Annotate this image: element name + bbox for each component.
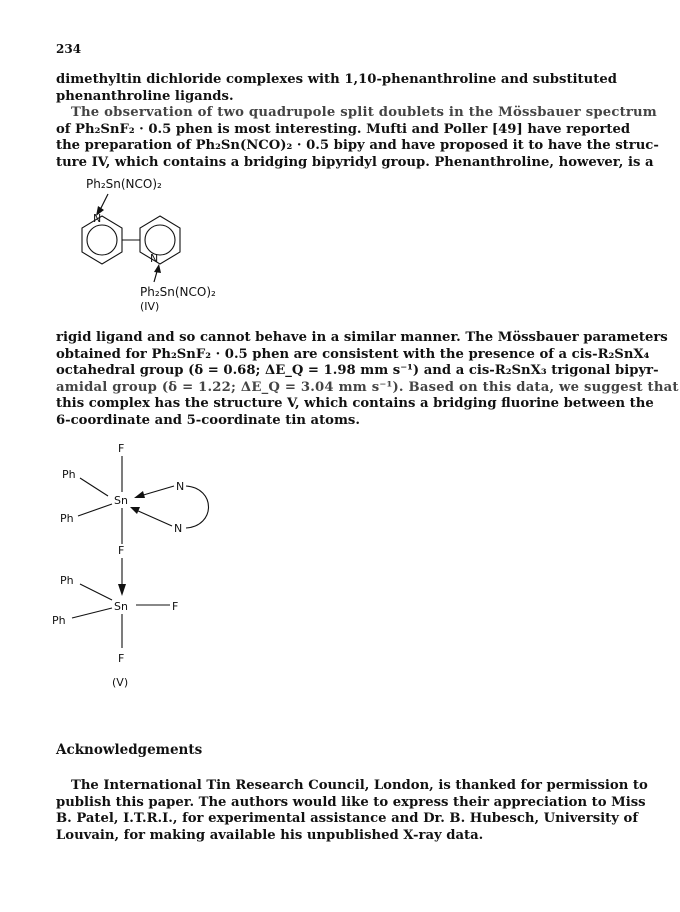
atom-f-bridge: F bbox=[118, 544, 125, 557]
atom-sn-lower: Sn bbox=[114, 600, 128, 613]
structure-v-label: (V) bbox=[112, 676, 129, 689]
structure-iv-bottom-group: Ph₂Sn(NCO)₂ bbox=[140, 285, 216, 299]
text-line: this complex has the structure V, which contains a bridging fluorine between the bbox=[56, 396, 654, 412]
atom-n-right: N bbox=[150, 252, 159, 265]
pyridine-ring-left bbox=[82, 216, 122, 264]
text-line: The International Tin Research Council, London, is thanked for permission to bbox=[71, 778, 648, 793]
paragraph-intro bbox=[56, 72, 638, 105]
atom-n-lower: N bbox=[174, 522, 183, 535]
text-line: amidal group (δ = 1.22; ΔE_Q = 3.04 mm s⁻¹). Based on this data, we suggest that bbox=[56, 379, 679, 395]
text-line: The observation of two quadrupole split doublets in the Mössbauer spectrum bbox=[71, 105, 657, 120]
structure-v bbox=[50, 440, 250, 690]
text-line: the preparation of Ph₂Sn(NCO)₂ · 0.5 bipy and have proposed it to have the struc- bbox=[56, 138, 659, 154]
atom-n-left: N bbox=[93, 212, 102, 225]
text-line: rigid ligand and so cannot behave in a similar manner. The Mössbauer parameters bbox=[56, 330, 668, 345]
atom-ph-lower-2: Ph bbox=[52, 614, 66, 627]
acknowledgements-text bbox=[56, 778, 648, 844]
text-line: dimethyltin dichloride complexes with 1,10-phenanthroline and substituted bbox=[56, 72, 617, 87]
text-line: of Ph₂SnF₂ · 0.5 phen is most interesting. Mufti and Poller [49] have reported bbox=[56, 121, 631, 137]
atom-ph-upper-2: Ph bbox=[60, 512, 74, 525]
page-number: 234 bbox=[56, 42, 82, 56]
text-line: Louvain, for making available his unpublished X-ray data. bbox=[56, 827, 484, 843]
text-line: obtained for Ph₂SnF₂ · 0.5 phen are consistent with the presence of a cis-R₂SnX₄ bbox=[56, 346, 650, 362]
atom-f-right: F bbox=[172, 600, 179, 613]
pyridine-ring-right bbox=[140, 216, 180, 264]
atom-n-upper: N bbox=[176, 480, 185, 493]
atom-ph-upper-1: Ph bbox=[62, 468, 76, 481]
text-line: publish this paper. The authors would like to express their appreciation to Miss bbox=[56, 794, 646, 810]
structure-iv bbox=[40, 172, 240, 312]
atom-f-bottom: F bbox=[118, 652, 125, 665]
structure-iv-label: (IV) bbox=[140, 300, 160, 313]
text-line: ture IV, which contains a bridging bipyridyl group. Phenanthroline, however, is a bbox=[56, 154, 654, 170]
structure-iv-top-group: Ph₂Sn(NCO)₂ bbox=[86, 177, 162, 191]
paragraph-mossbauer bbox=[56, 105, 659, 171]
acknowledgements-heading: Acknowledgements bbox=[56, 742, 203, 758]
text-line: phenanthroline ligands. bbox=[56, 88, 234, 104]
text-line: 6-coordinate and 5-coordinate tin atoms. bbox=[56, 412, 360, 428]
atom-sn-upper: Sn bbox=[114, 494, 128, 507]
paragraph-structure-v bbox=[56, 330, 679, 430]
atom-ph-lower-1: Ph bbox=[60, 574, 74, 587]
atom-f-top: F bbox=[118, 442, 125, 455]
text-line: octahedral group (δ = 0.68; ΔE_Q = 1.98 mm s⁻¹) and a cis-R₂SnX₃ trigonal bipyr- bbox=[56, 363, 659, 379]
text-line: B. Patel, I.T.R.I., for experimental assistance and Dr. B. Hubesch, University of bbox=[56, 811, 638, 827]
